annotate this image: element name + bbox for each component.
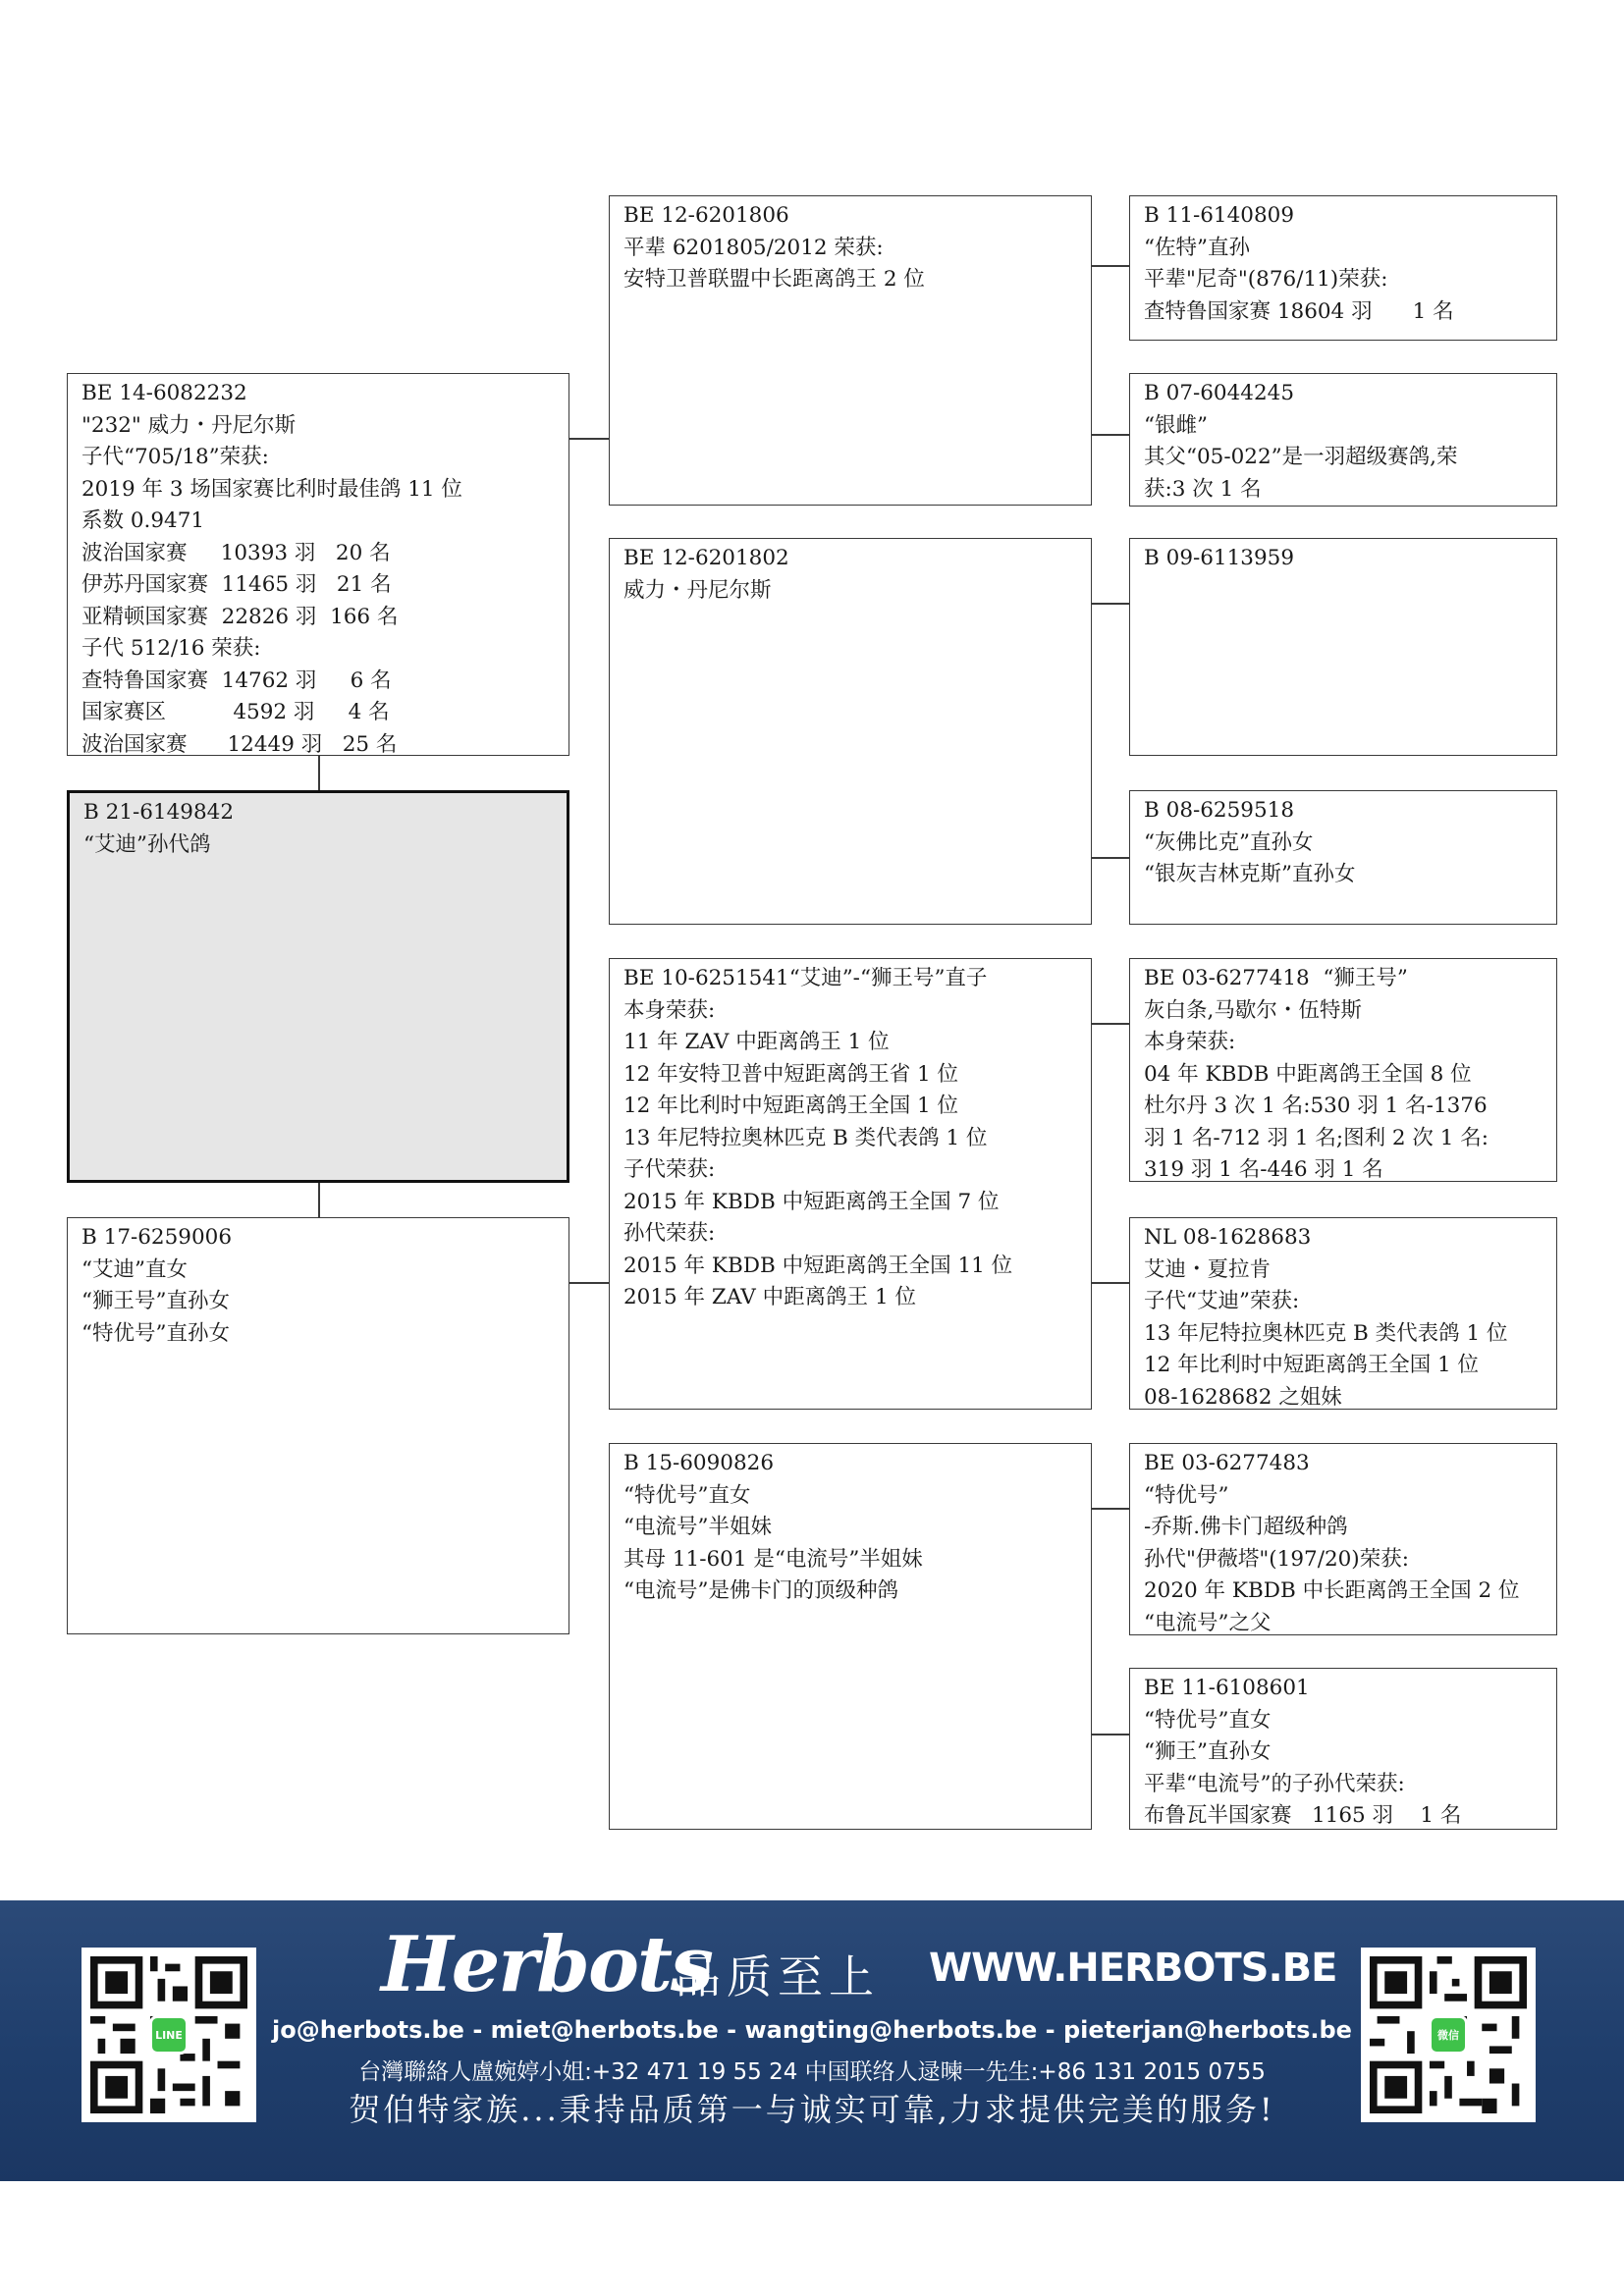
pedigree-dd-dam: [1129, 1668, 1557, 1830]
pedigree-text-line: 本身荣获:: [1144, 1030, 1236, 1054]
pedigree-text-line: 子代荣获:: [623, 1157, 716, 1182]
pedigree-text-line: 平辈“电流号”的子孙代荣获:: [1144, 1771, 1405, 1796]
qr-code-right[interactable]: [1361, 1948, 1536, 2122]
pedigree-text-line: “银雌”: [1144, 412, 1208, 438]
pedigree-text-line: 伊苏丹国家赛 11465 羽 21 名: [81, 572, 392, 597]
pedigree-ss-dam: [1129, 373, 1557, 507]
connector-line: [1092, 1282, 1129, 1284]
pedigree-dam-dam: [609, 1443, 1092, 1830]
pedigree-text-line: “电流号”是佛卡门的顶级种鸽: [623, 1578, 898, 1603]
pedigree-text-line: “特优号”: [1144, 1482, 1229, 1508]
brand-tagline: 贺伯特家族...秉持品质第一与诚实可靠,力求提供完美的服务!: [349, 2091, 1275, 2128]
pedigree-text-line: 其母 11-601 是“电流号”半姐妹: [623, 1546, 923, 1572]
pedigree-text-line: “狮王号”直孙女: [81, 1289, 230, 1313]
ring-number: BE 12-6201802: [623, 546, 789, 570]
pedigree-text-line: 孙代荣获:: [623, 1221, 716, 1246]
wechat-icon: 微信: [1429, 2015, 1468, 2055]
pedigree-text-line: 亚精顿国家赛 22826 羽 166 名: [81, 604, 399, 629]
connector-line: [1092, 1508, 1129, 1510]
pedigree-text-line: “电流号”之父: [1144, 1610, 1272, 1635]
connector-line: [318, 1183, 320, 1217]
pedigree-sire-sire: [609, 195, 1092, 506]
ring-number: BE 14-6082232: [81, 381, 247, 405]
pedigree-text-line: 08-1628682 之姐妹: [1144, 1384, 1342, 1410]
ring-number: B 15-6090826: [623, 1451, 775, 1475]
herbots-logo[interactable]: Herbots: [381, 1920, 712, 2009]
pedigree-text-line: "232" 威力・丹尼尔斯: [81, 412, 297, 438]
ring-number: B 09-6113959: [1144, 546, 1295, 570]
pedigree-text-line: “艾迪”孙代鸽: [83, 831, 211, 857]
ring-number: BE 03-6277418 “狮王号”: [1144, 966, 1408, 990]
ring-number: B 08-6259518: [1144, 798, 1295, 823]
pedigree-ds-dam: [1129, 1217, 1557, 1410]
pedigree-text-line: 11 年 ZAV 中距离鸽王 1 位: [623, 1030, 890, 1054]
connector-line: [1092, 603, 1129, 605]
pedigree-text-line: “特优号”直女: [1144, 1707, 1272, 1733]
pedigree-text-line: 平辈 6201805/2012 荣获:: [623, 235, 884, 260]
ring-number: BE 03-6277483: [1144, 1451, 1310, 1475]
connector-line: [1092, 434, 1129, 436]
pedigree-text-line: 2015 年 ZAV 中距离鸽王 1 位: [623, 1285, 916, 1309]
ring-number: BE 11-6108601: [1144, 1676, 1310, 1700]
pedigree-text-line: 2019 年 3 场国家赛比利时最佳鸽 11 位: [81, 476, 462, 502]
pedigree-text-line: 319 羽 1 名-446 羽 1 名: [1144, 1157, 1383, 1182]
pedigree-sd-sire: [1129, 538, 1557, 756]
pedigree-ds-sire: [1129, 958, 1557, 1182]
footer-banner: [0, 1900, 1624, 2181]
website-link[interactable]: WWW.HERBOTS.BE: [929, 1946, 1337, 1991]
contact-emails[interactable]: jo@herbots.be - miet@herbots.be - wangting@herbots.be - pieterjan@herbots.be: [272, 2016, 1352, 2044]
ring-number: B 17-6259006: [81, 1225, 233, 1250]
pedigree-text-line: 灰白条,马歇尔・伍特斯: [1144, 997, 1362, 1023]
connector-line: [1092, 1023, 1129, 1025]
ring-number: BE 10-6251541“艾迪”-“狮王号”直子: [623, 966, 988, 990]
pedigree-dam-sire: [609, 958, 1092, 1410]
pedigree-text-line: 本身荣获:: [623, 997, 716, 1023]
pedigree-text-line: 艾迪・夏拉肯: [1144, 1256, 1272, 1282]
pedigree-text-line: 12 年比利时中短距离鸽王全国 1 位: [1144, 1353, 1480, 1377]
ring-number: B 11-6140809: [1144, 203, 1295, 228]
pedigree-text-line: 波治国家赛 10393 羽 20 名: [81, 540, 391, 565]
pedigree-text-line: 杜尔丹 3 次 1 名:530 羽 1 名-1376: [1144, 1094, 1488, 1118]
brand-slogan: 品质至上: [676, 1950, 880, 2003]
ring-number: NL 08-1628683: [1144, 1225, 1312, 1250]
pedigree-text-line: “银灰吉林克斯”直孙女: [1144, 862, 1356, 886]
pedigree-text-line: 查特鲁国家赛 14762 羽 6 名: [81, 667, 392, 693]
pedigree-text-line: 2015 年 KBDB 中短距离鸽王全国 7 位: [623, 1189, 1000, 1214]
pedigree-text-line: “电流号”半姐妹: [623, 1515, 772, 1539]
pedigree-text-line: 羽 1 名-712 羽 1 名;图利 2 次 1 名:: [1144, 1125, 1489, 1150]
contact-phones: 台灣聯絡人盧婉婷小姐:+32 471 19 55 24 中国联络人逯暕一先生:+86 131 2015 0755: [358, 2059, 1266, 2085]
pedigree-text-line: “特优号”直女: [623, 1482, 751, 1508]
line-icon: LINE: [149, 2015, 189, 2055]
pedigree-text-line: 布鲁瓦半国家赛 1165 羽 1 名: [1144, 1803, 1462, 1828]
pedigree-text-line: 其父“05-022”是一羽超级赛鸽,荣: [1144, 445, 1458, 469]
pedigree-text-line: -乔斯.佛卡门超级种鸽: [1144, 1515, 1348, 1539]
pedigree-text-line: 12 年比利时中短距离鸽王全国 1 位: [623, 1094, 959, 1118]
pedigree-text-line: 子代“艾迪”荣获:: [1144, 1289, 1300, 1313]
pedigree-dd-sire: [1129, 1443, 1557, 1635]
pedigree-text-line: 2015 年 KBDB 中短距离鸽王全国 11 位: [623, 1253, 1013, 1278]
pedigree-text-line: 波治国家赛 12449 羽 25 名: [81, 731, 398, 756]
pedigree-text-line: 13 年尼特拉奥林匹克 B 类代表鸽 1 位: [1144, 1320, 1508, 1346]
pedigree-text-line: 子代 512/16 荣获:: [81, 636, 261, 661]
connector-line: [1092, 857, 1129, 859]
pedigree-dam: [67, 1217, 569, 1634]
pedigree-text-line: “狮王”直孙女: [1144, 1739, 1272, 1764]
pedigree-ss-sire: [1129, 195, 1557, 341]
pedigree-text-line: 12 年安特卫普中短距离鸽王省 1 位: [623, 1061, 959, 1087]
pedigree-text-line: 平辈"尼奇"(876/11)荣获:: [1144, 267, 1388, 292]
pedigree-text-line: 威力・丹尼尔斯: [623, 577, 772, 603]
connector-line: [1092, 1734, 1129, 1735]
pedigree-sd-dam: [1129, 790, 1557, 925]
pedigree-text-line: “特优号”直孙女: [81, 1320, 230, 1346]
pedigree-text-line: 子代“705/18”荣获:: [81, 445, 269, 469]
pedigree-text-line: 孙代"伊薇塔"(197/20)荣获:: [1144, 1546, 1409, 1572]
pedigree-text-line: “佐特”直孙: [1144, 235, 1250, 260]
pedigree-text-line: 2020 年 KBDB 中长距离鸽王全国 2 位: [1144, 1578, 1520, 1603]
connector-line: [569, 438, 609, 440]
pedigree-text-line: 安特卫普联盟中长距离鸽王 2 位: [623, 267, 925, 292]
ring-number: B 07-6044245: [1144, 381, 1295, 405]
pedigree-text-line: 国家赛区 4592 羽 4 名: [81, 700, 390, 724]
ring-number: BE 12-6201806: [623, 203, 789, 228]
pedigree-text-line: 获:3 次 1 名: [1144, 476, 1262, 502]
pedigree-text-line: 13 年尼特拉奥林匹克 B 类代表鸽 1 位: [623, 1125, 988, 1150]
pedigree-sire-dam: [609, 538, 1092, 925]
pedigree-text-line: “灰佛比克”直孙女: [1144, 829, 1314, 855]
connector-line: [1092, 265, 1129, 267]
pedigree-text-line: 系数 0.9471: [81, 508, 205, 533]
pedigree-subject: [67, 790, 569, 1183]
pedigree-text-line: 查特鲁国家赛 18604 羽 1 名: [1144, 298, 1454, 324]
pedigree-text-line: 04 年 KBDB 中距离鸽王全国 8 位: [1144, 1061, 1472, 1087]
connector-line: [318, 756, 320, 790]
connector-line: [569, 1282, 609, 1284]
pedigree-text-line: “艾迪”直女: [81, 1256, 188, 1282]
ring-number: B 21-6149842: [83, 800, 235, 825]
pedigree-sire: [67, 373, 569, 756]
